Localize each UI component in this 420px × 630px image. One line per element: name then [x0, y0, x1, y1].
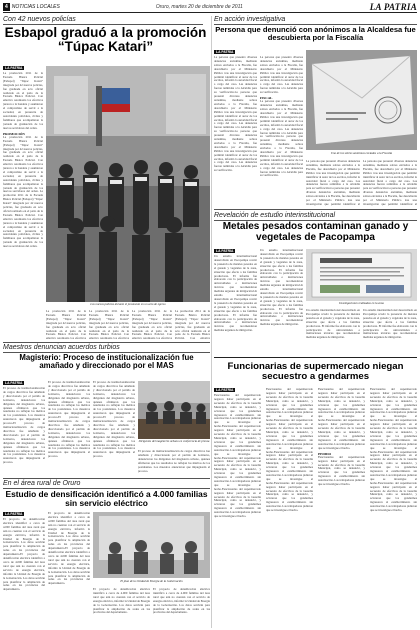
page-number: 4 — [5, 4, 8, 10]
headline-densificacion: Estudio de densificación identificó a 4.000 familias sin servicio eléctrico — [5, 489, 208, 508]
story-body-densificacion-2: El proyecto de densificación eléctrica identificó a cerca de 4.000 familias del área rural que aún no cuentan con el servicio de energía eléctrica, informó la Unidad de Energía de la Gobernación. Los datos servirán para planificar la ampliación de redes en las provincias del departamento.El proyecto de densificación eléctrica identificó a cerca de 4.000 familias del área rural que aún no cuentan con el servicio de energía eléctrica, informó la Unidad de Energía de la Gobernación. Los datos servirán para planificar la ampliación de redes en las provincias del departamento. — [48, 512, 90, 586]
caption-esbapol: Los nuevos policías durante el juramento en un acto de egreso — [90, 302, 166, 306]
story-body-fiscalia-4: La persona que presentó diversas denuncias anónimas, mediante sobres enviados a la Fiscalía, fue descubierta por el Ministerio Público tras una investigación que permitió identificar al autor de los escritos, informó la autoridad fiscal a cargo del caso. Las denuncias fueron remitidas a la Alcaldía para su verificación.La persona que presentó diversas denuncias anónimas, mediante sobres enviados a la Fiscalía, fue descubierta por el Ministerio Público tras una investigación que permitió identificar al — [363, 160, 417, 206]
section-head-right-top: En acción investigativa — [214, 16, 417, 25]
section-rule — [214, 209, 417, 210]
section-label: NOTICIAS LOCALES — [11, 4, 60, 10]
story-body-densificacion-4: El proyecto de densificación eléctrica identificó a cerca de 4.000 familias del área rural que aún no cuentan con el servicio de energía eléctrica, informó la Unidad de Energía de la Gobernación. Los datos servirán para planificar la ampliación de redes en las provincias del departamento. — [153, 588, 210, 615]
headline-esbapol: Esbapol graduó a la promoción “Túpac Katari” — [4, 25, 207, 55]
story-body-pacopampa-2: Un estudio interinstitucional desarrollado en Pacopampa reveló la presencia de metales pesados en el ganado y vegetales de la zona, situación que afecta a las familias productoras. El informe fue elaborado con la participación de universidades e instituciones técnicas que recomendaron medidas urgentes de mitigación.Un estudio interinstitucional desarrollado en Pacopampa reveló la presencia de metales pesados en el ganado y vegetales de la zona, situación que afecta a las familias productoras. El informe fue elaborado con la participación de universidades e instituciones técnicas que recomendaron medidas urgentes de mitigación. — [260, 249, 303, 327]
section-head-right-middle: Revelación de estudio interinstitucional — [214, 212, 417, 221]
headline-pacopampa: Metales pesados contaminan ganado y vegetales de Pacopampa — [222, 221, 409, 243]
story-body-esbapol-cont-1: La promoción 2011 de la Escuela Básica Policial (Esbapol) "Túpac Katari" integrada por 42 nuevos policías, fue graduada en acto oficial realizado en el patio de la Escuela Básica Policial. Con emotiva ceremonia los efectivos — [46, 310, 86, 340]
masthead — [3, 2, 417, 13]
story-body-magisterio-1: El proceso de institucionalización de cargos directivos fue amañado y direccionado por el partido de Gobierno, denunciaron los dirigentes del magisterio urbano, quienes afirmaron que los resultados no reflejan los méritos de los postulantes. Los maestros anunciaron que impugnarán el proceso.El proceso de institucionalización de cargos directivos fue amañado y direccionado por el partido de Gobierno, denunciaron los dirigentes del magisterio urbano, quienes afirmaron que los resultados no reflejan los méritos de los postulantes. Los maestros anunciaron que impugnarán el proceso. — [3, 387, 45, 465]
headline-magisterio: Magisterio: Proceso de institucionalización fue amañado y direccionado por el MAS — [19, 353, 194, 371]
story-body-pacopampa-4: Un estudio interinstitucional desarrollado en Pacopampa reveló la presencia de metales pesados en el ganado y vegetales de la zona, situación que afecta a las familias productoras. El informe fue elaborado con la participación de universidades e instituciones técnicas que recomendaron medidas urgentes de mitigación. — [363, 309, 417, 340]
story-body-magisterio-4: El proceso de institucionalización de cargos directivos fue amañado y direccionado por el partido de Gobierno, denunciaron los dirigentes del magisterio urbano, quienes afirmaron que los resultados no reflejan los méritos de los postulantes. Los maestros anunciaron que impugnarán el proceso. — [138, 450, 210, 473]
photo-teachers — [138, 381, 210, 439]
byline-tag: LA PATRIA — [5, 66, 23, 70]
story-body-supermercado-2: Funcionarias del supermercado negaron haber participado en el secuestro de efectivos de la Guardia Municipal, como se denunció, y aclararon que los gendarmes ingresaron al establecimiento sin autorización. Las trabajadoras pidieron que se investigue el hecho.Funcionarias del supermercado negaron haber participado en el secuestro de efectivos de la Guardia Municipal, como se denunció, y aclararon que los gendarmes ingresaron al establecimiento sin autorización. Las trabajadoras pidieron que se investigue el hecho.Funcionarias del supermercado negaron haber participado en el secuestro de efectivos de la Guardia Municipal, como se denunció, y aclararon que los gendarmes ingresaron al establecimiento sin autorización. Las trabajadoras pidieron que se investigue el hecho.Funcionarias del supermercado negaron haber participado en el secuestro de efectivos de la Guardia Municipal, como se denunció, y aclararon que los gendarmes ingresaron al establecimiento sin autorización. Las trabajadoras pidieron que se investigue el hecho. — [266, 388, 313, 513]
byline-tag: LA PATRIA — [5, 381, 23, 385]
story-body-fiscalia-3: La persona que presentó diversas denuncias anónimas, mediante sobres enviados a la Fiscalía, fue descubierta por el Ministerio Público tras una investigación que permitió identificar al autor de los escritos, informó la autoridad fiscal a cargo del caso. Las denuncias fueron remitidas a la Alcaldía para su verificación.La persona que presentó diversas denuncias anónimas, mediante sobres enviados a la Fiscalía, fue descubierta por el Ministerio Público tras una investigación que permitió identificar al — [306, 160, 360, 206]
section-rule — [214, 357, 417, 358]
story-body-esbapol-cont-3: La promoción 2011 de la Escuela Básica Policial (Esbapol) "Túpac Katari" integrada por 42 nuevos policías, fue graduada en acto oficial realizado en el patio de la Escuela Básica Policial. Con emotiva ceremonia los efectivos — [132, 310, 172, 340]
column-divider — [211, 16, 212, 628]
byline-tag: LA PATRIA — [216, 249, 234, 253]
caption-fiscalia: Uno de los sobres anónimos enviados a la Fiscalía — [330, 151, 393, 155]
section-head-left-middle: Maestros denuncian acuerdos turbios — [3, 344, 210, 353]
paper-name: LA PATRIA — [369, 2, 417, 12]
story-body-esbapol-cont-2: La promoción 2011 de la Escuela Básica Policial (Esbapol) "Túpac Katari" integrada por 42 nuevos policías, fue graduada en acto oficial realizado en el patio de la Escuela Básica Policial. Con emotiva ceremonia los efectivos — [89, 310, 129, 340]
photo-envelope — [306, 50, 417, 150]
photo-energy-plan — [93, 512, 210, 578]
byline-tag: LA PATRIA — [216, 388, 234, 392]
photo-report — [306, 249, 417, 301]
story-body-densificacion-3: El proyecto de densificación eléctrica identificó a cerca de 4.000 familias del área rural que aún no cuentan con el servicio de energía eléctrica, informó la Unidad de Energía de la Gobernación. Los datos servirán para planificar la ampliación de redes en las provincias del departamento. — [93, 588, 150, 615]
section-rule — [3, 478, 210, 479]
caption-densificacion: El plan de la Unidad de Energía de la Gobernación — [120, 579, 183, 583]
story-body-magisterio-3: El proceso de institucionalización de cargos directivos fue amañado y direccionado por el partido de Gobierno, denunciaron los dirigentes del magisterio urbano, quienes afirmaron que los resultados no reflejan los méritos de los postulantes. Los maestros anunciaron que impugnarán el proceso.El proceso de institucionalización de cargos directivos fue amañado y direccionado por el partido de Gobierno, denunciaron los dirigentes del magisterio urbano, quienes afirmaron que los resultados no reflejan los méritos de los postulantes. Los maestros anunciaron que impugnarán el proceso. — [93, 381, 135, 459]
caption-pacopampa: Investigaciones realizadas en la zona — [339, 301, 384, 305]
dateline: Oruro, martes 20 de diciembre de 2011 — [155, 4, 243, 10]
section-head-left-top: Con 42 nuevos policías — [3, 16, 203, 25]
story-body-fiscalia-2: La persona que presentó diversas denuncias anónimas, mediante sobres enviados a la Fiscalía, fue descubierta por el Ministerio Público tras una investigación que permitió identificar al autor de los escritos, informó la autoridad fiscal a cargo del caso. Las denuncias fueron remitidas a la Alcaldía para su verificación. FISCAL La persona que presentó diversas denuncias anónimas, mediante sobres enviados a la Fiscalía, fue descubierta por el Ministerio Público tras una investigación que permitió identificar al autor de los escritos, informó la autoridad fiscal a cargo del caso. Las denuncias fueron remitidas a la Alcaldía para su verificación.La persona que presentó diversas denuncias anónimas, mediante sobres enviados a la Fiscalía, fue descubierta por el Ministerio Público tras una investigación que permitió identificar al autor de los escritos, informó la autoridad fiscal a cargo del caso. Las denuncias fueron remitidas a la Alcaldía para su verificación. — [260, 56, 303, 178]
story-body-supermercado-4: Funcionarias del supermercado negaron haber participado en el secuestro de efectivos de la Guardia Municipal, como se denunció, y aclararon que los gendarmes ingresaron al establecimiento sin autorización. Las trabajadoras pidieron que se investigue el hecho.Funcionarias del supermercado negaron haber participado en el secuestro de efectivos de la Guardia Municipal, como se denunció, y aclararon que los gendarmes ingresaron al establecimiento sin autorización. Las trabajadoras pidieron que se investigue el hecho.Funcionarias del supermercado negaron haber participado en el secuestro de efectivos de la Guardia Municipal, como se denunció, y aclararon que los gendarmes ingresaron al establecimiento sin autorización. Las trabajadoras pidieron que se investigue el hecho.Funcionarias del supermercado negaron haber participado en el secuestro de efectivos de la Guardia Municipal, como se denunció, y aclararon que los gendarmes ingresaron al establecimiento sin autorización. Las trabajadoras pidieron que se investigue el hecho. — [370, 388, 417, 513]
caption-magisterio: Dirigentes del magisterio urbano en conferencia de prensa — [138, 439, 210, 443]
photo-police-graduation — [46, 66, 210, 302]
section-rule — [3, 342, 210, 343]
byline-tag: LA PATRIA — [5, 512, 23, 516]
story-body-supermercado-1: Funcionarias del supermercado negaron haber participado en el secuestro de efectivos de la Guardia Municipal, como se denunció, y aclararon que los gendarmes ingresaron al establecimiento sin autorización. Las trabajadoras pidieron que se investigue el hecho.Funcionarias del supermercado negaron haber participado en el secuestro de efectivos de la Guardia Municipal, como se denunció, y aclararon que los gendarmes ingresaron al establecimiento sin autorización. Las trabajadoras pidieron que se investigue el hecho.Funcionarias del supermercado negaron haber participado en el secuestro de efectivos de la Guardia Municipal, como se denunció, y aclararon que los gendarmes ingresaron al establecimiento sin autorización. Las trabajadoras pidieron que se investigue el hecho.Funcionarias del supermercado negaron haber participado en el secuestro de efectivos de la Guardia Municipal, como se denunció, y aclararon que los gendarmes ingresaron al establecimiento sin autorización. Las trabajadoras pidieron que se investigue el hecho. — [214, 394, 261, 519]
story-body-densificacion-1: El proyecto de densificación eléctrica identificó a cerca de 4.000 familias del área rural que aún no cuentan con el servicio de energía eléctrica, informó la Unidad de Energía de la Gobernación. Los datos servirán para planificar la ampliación de redes en las provincias del departamento.El proyecto de densificación eléctrica identificó a cerca de 4.000 familias del área rural que aún no cuentan con el servicio de energía eléctrica, informó la Unidad de Energía de la Gobernación. Los datos servirán para planificar la ampliación de redes en las provincias del departamento. — [3, 518, 45, 592]
story-body-supermercado-3: Funcionarias del supermercado negaron haber participado en el secuestro de efectivos de la Guardia Municipal, como se denunció, y aclararon que los gendarmes ingresaron al establecimiento sin autorización. Las trabajadoras pidieron que se investigue el hecho.Funcionarias del supermercado negaron haber participado en el secuestro de efectivos de la Guardia Municipal, como se denunció, y aclararon que los gendarmes ingresaron al establecimiento sin autorización. Las trabajadoras pidieron que se investigue el hecho. PEDIDO Funcionarias del supermercado negaron haber participado en el secuestro de efectivos de la Guardia Municipal, como se denunció, y aclararon que los gendarmes ingresaron al establecimiento sin autorización. Las trabajadoras pidieron que se investigue el hecho. — [318, 388, 365, 487]
story-body-pacopampa-3: Un estudio interinstitucional desarrollado en Pacopampa reveló la presencia de metales pesados en el ganado y vegetales de la zona, situación que afecta a las familias productoras. El informe fue elaborado con la participación de universidades e instituciones técnicas que recomendaron medidas urgentes de mitigación. — [306, 309, 360, 340]
section-head-left-bottom: En el área rural de Oruro — [3, 480, 210, 489]
headline-supermercado: Funcionarias de supermercado niegan secuestro a gendarmes — [227, 361, 404, 383]
story-body-pacopampa-1: Un estudio interinstitucional desarrollado en Pacopampa reveló la presencia de metales pesados en el ganado y vegetales de la zona, situación que afecta a las familias productoras. El informe fue elaborado con la participación de universidades e instituciones técnicas que recomendaron medidas urgentes de mitigación.Un estudio interinstitucional desarrollado en Pacopampa reveló la presencia de metales pesados en el ganado y vegetales de la zona, situación que afecta a las familias productoras. El informe fue elaborado con la participación de universidades e instituciones técnicas que recomendaron medidas urgentes de mitigación. — [214, 255, 257, 333]
story-body-fiscalia-1: La persona que presentó diversas denuncias anónimas, mediante sobres enviados a la Fiscalía, fue descubierta por el Ministerio Público tras una investigación que permitió identificar al autor de los escritos, informó la autoridad fiscal a cargo del caso. Las denuncias fueron remitidas a la Alcaldía para su verificación.La persona que presentó diversas denuncias anónimas, mediante sobres enviados a la Fiscalía, fue descubierta por el Ministerio Público tras una investigación que permitió identificar al autor de los escritos, informó la autoridad fiscal a cargo del caso. Las denuncias fueron remitidas a la Alcaldía para su verificación.La persona que presentó diversas denuncias anónimas, mediante sobres enviados a la Fiscalía, fue descubierta por el Ministerio Público tras una investigación que permitió identificar al autor de los escritos, informó la autoridad fiscal a cargo del caso. Las denuncias fueron remitidas a la Alcaldía para su verificación. — [214, 56, 257, 173]
story-body-esbapol: La promoción 2011 de la Escuela Básica Policial (Esbapol) "Túpac Katari" integrada por 42 nuevos policías, fue graduada en acto oficial realizado en el patio de la Escuela Básica Policial. Con emotiva ceremonia los efectivos juraron a la bandera y asumieron el compromiso de servir a la sociedad, en presencia de autoridades policiales, civiles y familiares que acompañaron la jornada de graduación de los nuevos servidores del orden. PROMOCIÓN La promoción 2011 de la Escuela Básica Policial (Esbapol) "Túpac Katari" integrada por 42 nuevos policías, fue graduada en acto oficial realizado en el patio de la Escuela Básica Policial. Con emotiva ceremonia los efectivos juraron a la bandera y asumieron el compromiso de servir a la sociedad, en presencia de autoridades policiales, civiles y familiares que acompañaron la jornada de graduación de los nuevos servidores del orden. La promoción 2011 de la Escuela Básica Policial (Esbapol) "Túpac Katari" integrada por 42 nuevos policías, fue graduada en acto oficial realizado en el patio de la Escuela Básica Policial. Con emotiva ceremonia los efectivos juraron a la bandera y asumieron el compromiso de servir a la sociedad, en presencia de autoridades policiales, civiles y familiares que acompañaron la jornada de graduación de los nuevos servidores del orden. — [3, 72, 43, 249]
headline-fiscalia: Persona que denunció con anónimos a la Alcaldesa fue descubierta por la Fiscalía — [215, 25, 416, 42]
story-body-magisterio-2: El proceso de institucionalización de cargos directivos fue amañado y direccionado por el partido de Gobierno, denunciaron los dirigentes del magisterio urbano, quienes afirmaron que los resultados no reflejan los méritos de los postulantes. Los maestros anunciaron que impugnarán el proceso.El proceso de institucionalización de cargos directivos fue amañado y direccionado por el partido de Gobierno, denunciaron los dirigentes del magisterio urbano, quienes afirmaron que los resultados no reflejan los méritos de los postulantes. Los maestros anunciaron que impugnarán el proceso. — [48, 381, 90, 459]
story-body-esbapol-cont-4: La promoción 2011 de la Escuela Básica Policial (Esbapol) "Túpac Katari" integrada por 42 nuevos policías, fue graduada en acto oficial realizado en el patio de la Escuela Básica Policial. Con emotiva — [175, 310, 210, 340]
byline-tag: LA PATRIA — [216, 50, 234, 54]
